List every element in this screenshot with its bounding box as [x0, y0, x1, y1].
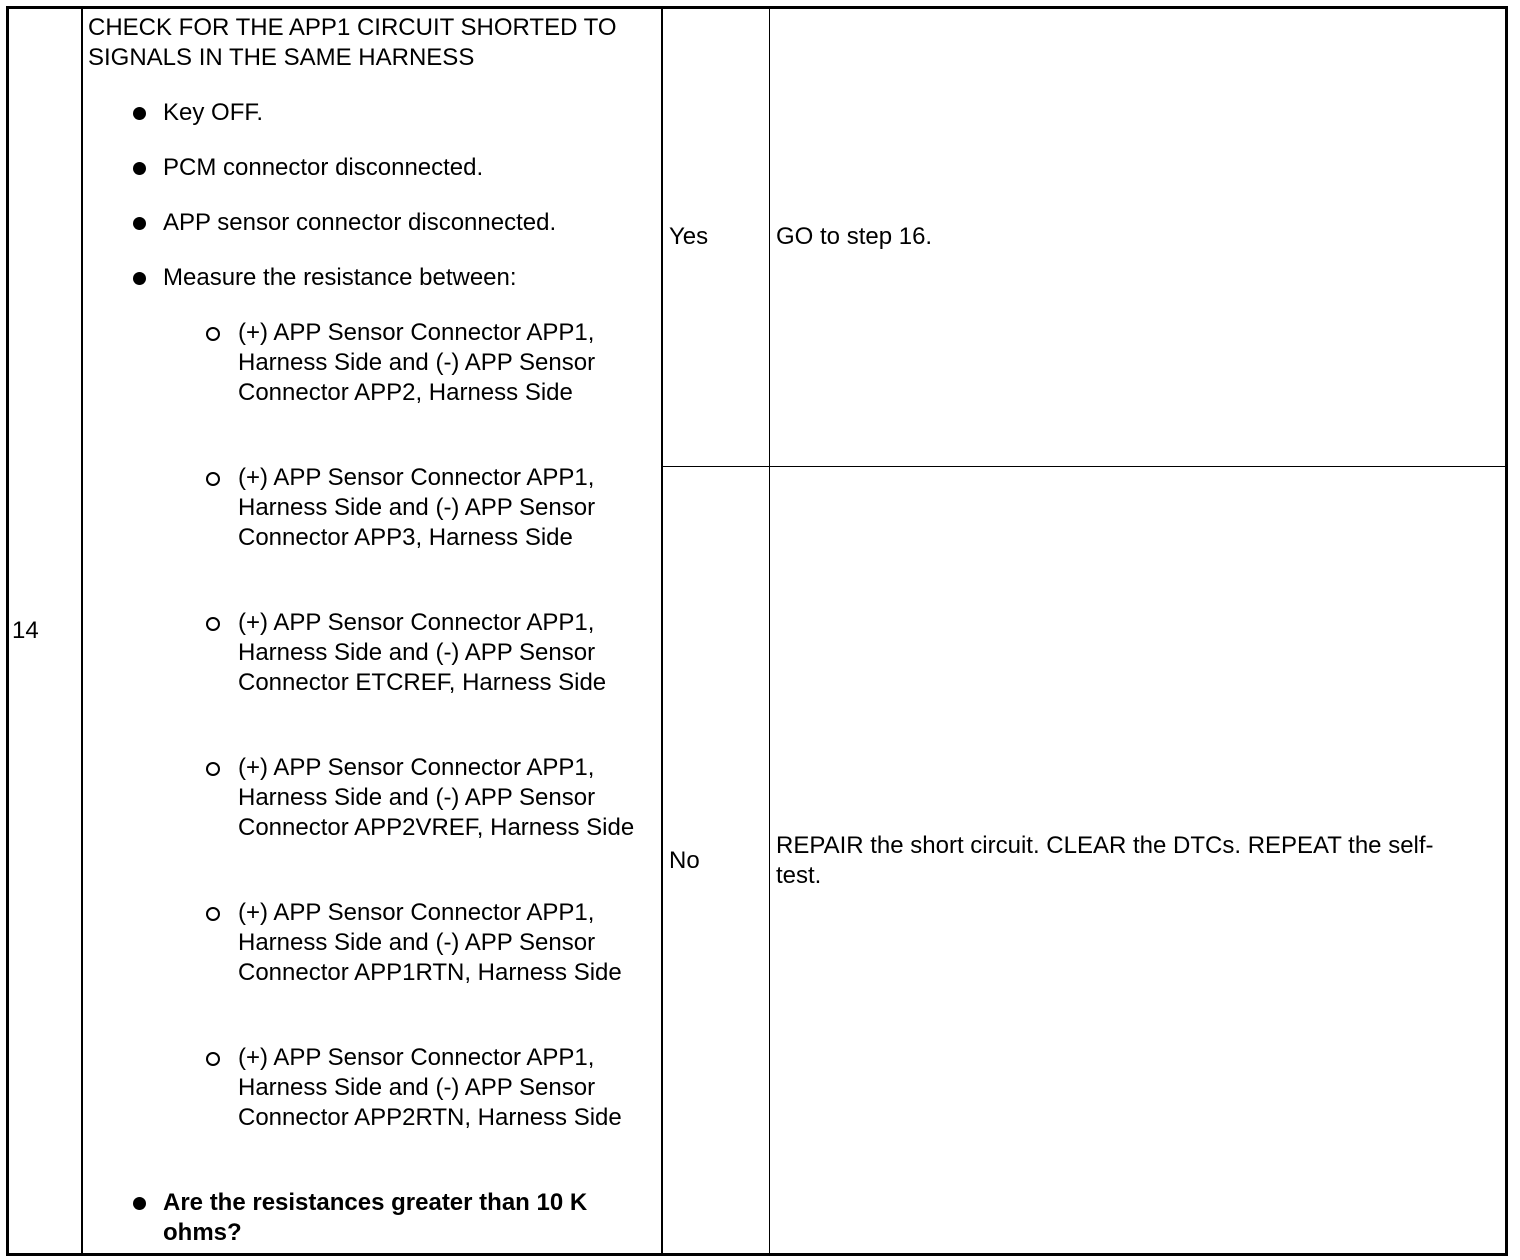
row-divider-yes-no: [662, 466, 1506, 467]
column-divider-step: [81, 6, 83, 1256]
answer-yes: Yes: [669, 223, 709, 250]
table-frame: [6, 6, 1508, 1256]
measurement-item: (+) APP Sensor Connector APP1, Harness Side and (-) APP Sensor Connector APP2VREF, Harness Side: [238, 754, 635, 841]
column-divider-answer: [769, 6, 770, 1256]
sub-bullet-icon: [206, 327, 220, 341]
condition-item: Key OFF.: [163, 99, 264, 126]
condition-item: APP sensor connector disconnected.: [163, 209, 557, 236]
test-question: Are the resistances greater than 10 K ohms?: [163, 1189, 588, 1246]
measurement-item: (+) APP Sensor Connector APP1, Harness Side and (-) APP Sensor Connector APP2RTN, Harness Side: [238, 1044, 622, 1131]
action-yes: GO to step 16.: [776, 223, 933, 250]
measurement-item: (+) APP Sensor Connector APP1, Harness Side and (-) APP Sensor Connector APP1RTN, Harness Side: [238, 899, 622, 986]
bullet-icon: [133, 1197, 146, 1210]
measurement-item: (+) APP Sensor Connector APP1, Harness Side and (-) APP Sensor Connector APP2, Harness Side: [238, 319, 596, 406]
action-no: REPAIR the short circuit. CLEAR the DTCs. REPEAT the self-test.: [776, 832, 1434, 889]
bullet-icon: [133, 217, 146, 230]
sub-bullet-icon: [206, 1052, 220, 1066]
sub-bullet-icon: [206, 907, 220, 921]
bullet-icon: [133, 107, 146, 120]
measurement-item: (+) APP Sensor Connector APP1, Harness Side and (-) APP Sensor Connector ETCREF, Harness Side: [238, 609, 607, 696]
answer-no: No: [669, 847, 700, 874]
sub-bullet-icon: [206, 762, 220, 776]
condition-item: PCM connector disconnected.: [163, 154, 484, 181]
test-heading: CHECK FOR THE APP1 CIRCUIT SHORTED TO SIGNALS IN THE SAME HARNESS: [88, 14, 617, 71]
step-number: 14: [12, 617, 39, 644]
column-divider-test: [661, 6, 663, 1256]
bullet-icon: [133, 162, 146, 175]
condition-item: Measure the resistance between:: [163, 264, 517, 291]
sub-bullet-icon: [206, 617, 220, 631]
sub-bullet-icon: [206, 472, 220, 486]
bullet-icon: [133, 272, 146, 285]
measurement-item: (+) APP Sensor Connector APP1, Harness Side and (-) APP Sensor Connector APP3, Harness Side: [238, 464, 596, 551]
